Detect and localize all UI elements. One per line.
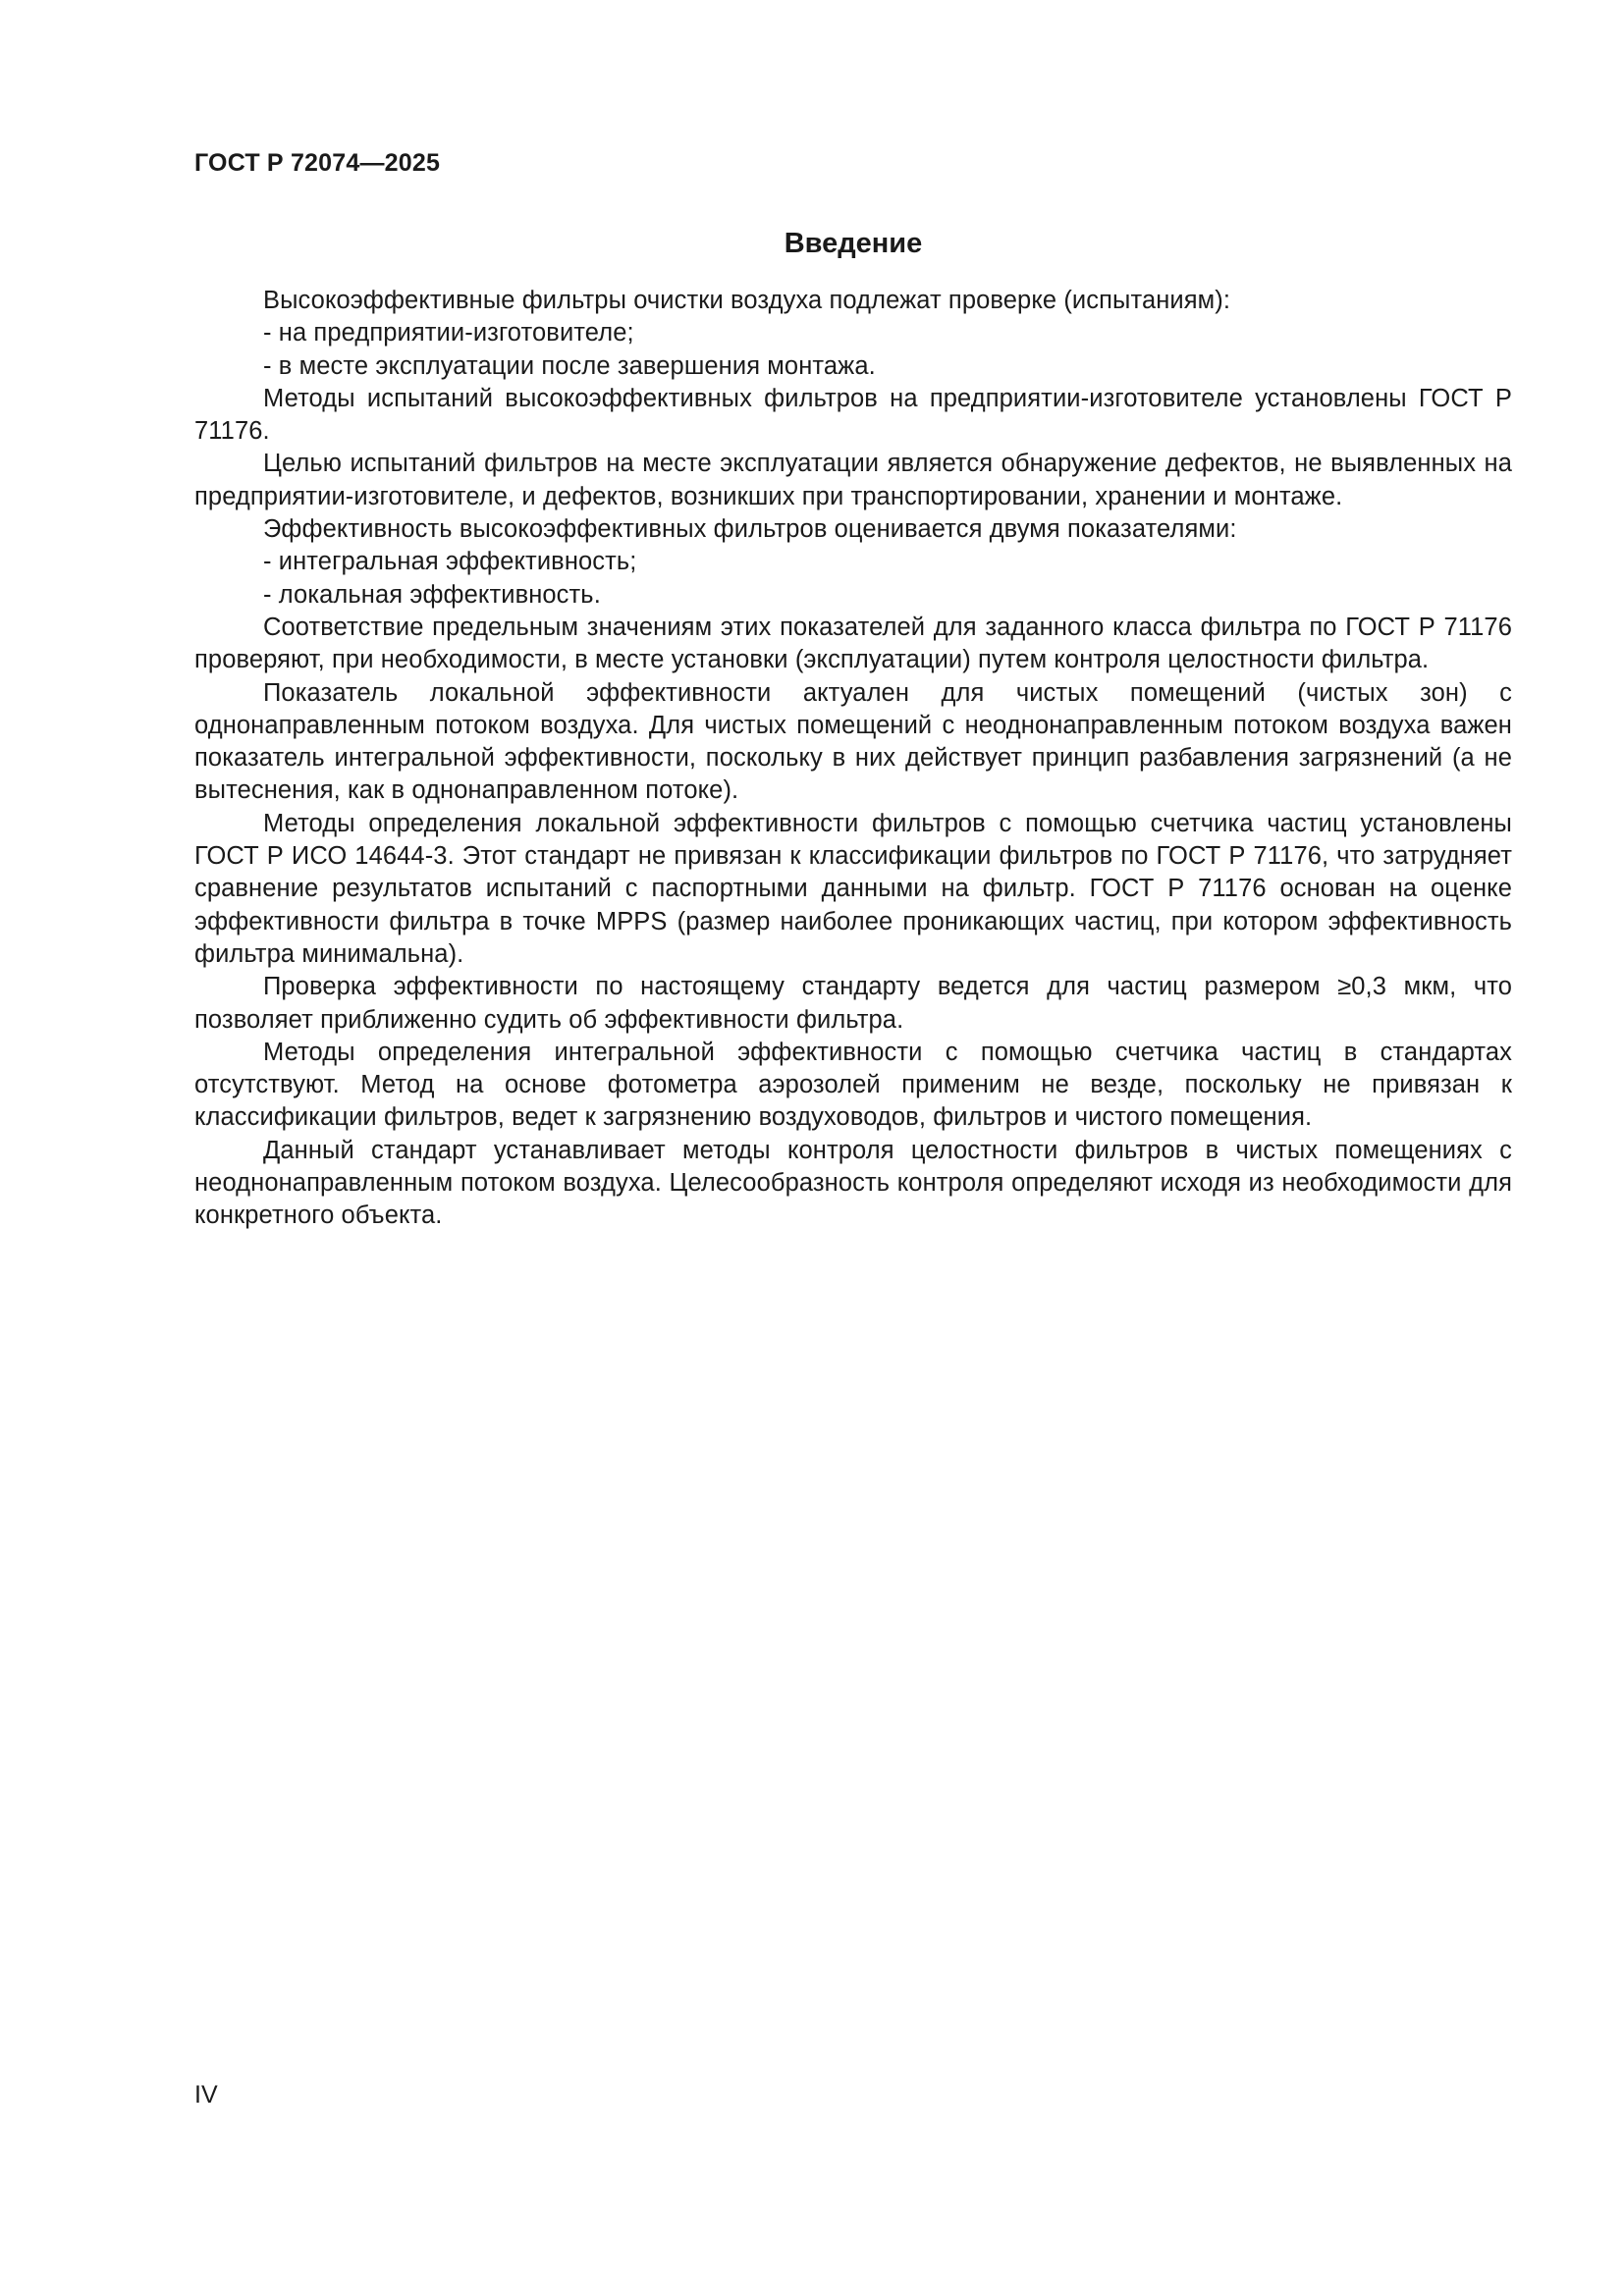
- list-item-manufacturer: - на предприятии-изготовителе;: [263, 319, 634, 347]
- paragraph-efficiency-indicators: Эффективность высокоэффективных фильтров оценивается двумя показателями:: [263, 515, 1237, 544]
- list-item-site: - в месте эксплуатации после завершения монтажа.: [263, 351, 876, 380]
- list-item-local: - локальная эффективность.: [263, 580, 601, 609]
- page-number: IV: [194, 2081, 218, 2109]
- paragraph-local-indicator: Показатель локальной эффективности актуален для чистых помещений (чистых зон) с однонаправленным потоком воздуха. Для чистых помещений с неоднонаправленным потоком воздуха важен показатель интегральной эффективности, поскольку в них действует принцип разбавления загрязнений (а не вытеснения, как в однонаправленном потоке).: [194, 678, 1512, 805]
- paragraph-compliance: Соответствие предельным значениям этих показателей для заданного класса фильтра по ГОСТ Р 71176 проверяют, при необходимости, в месте установки (эксплуатации) путем контроля целостности фильтра.: [194, 613, 1512, 674]
- paragraph-local-methods: Методы определения локальной эффективности фильтров с помощью счетчика частиц установлены ГОСТ Р ИСО 14644-3. Этот стандарт не привязан к классификации фильтров по ГОСТ Р 71176, что затрудняет сравнение результатов испытаний с паспортными данными на фильтр. ГОСТ Р 71176 основан на оценке эффективности фильтра в точке MPPS (размер наиболее проникающих частиц, при котором эффективность фильтра минимальна).: [194, 809, 1512, 968]
- paragraph-intro: Высокоэффективные фильтры очистки воздуха подлежат проверке (испытаниям):: [263, 287, 1231, 314]
- paragraph-particle-size: Проверка эффективности по настоящему стандарту ведется для частиц размером ≥0,3 мкм, что позволяет приближенно судить об эффективности фильтра.: [194, 973, 1512, 1034]
- paragraph-scope: Данный стандарт устанавливает методы контроля целостности фильтров в чистых помещениях с неоднонаправленным потоком воздуха. Целесообразность контроля определяют исходя из необходимости для конкретного объекта.: [194, 1136, 1512, 1230]
- paragraph-integral-methods: Методы определения интегральной эффективности с помощью счетчика частиц в стандартах отсутствуют. Метод на основе фотометра аэрозолей применим не везде, поскольку не привязан к классификации фильтров, ведет к загрязнению воздуховодов, фильтров и чистого помещения.: [194, 1038, 1512, 1132]
- standard-code: ГОСТ Р 72074—2025: [194, 149, 441, 177]
- paragraph-site-goal: Целью испытаний фильтров на месте эксплуатации является обнаружение дефектов, не выявленных на предприятии-изготовителе, и дефектов, возникших при транспортировании, хранении и монтаже.: [194, 450, 1512, 510]
- document-body: [194, 285, 1512, 1233]
- page-title: Введение: [784, 228, 923, 259]
- list-item-integral: - интегральная эффективность;: [263, 548, 637, 576]
- paragraph-manufacturer-methods: Методы испытаний высокоэффективных фильтров на предприятии-изготовителе установлены ГОСТ Р 71176.: [194, 384, 1512, 446]
